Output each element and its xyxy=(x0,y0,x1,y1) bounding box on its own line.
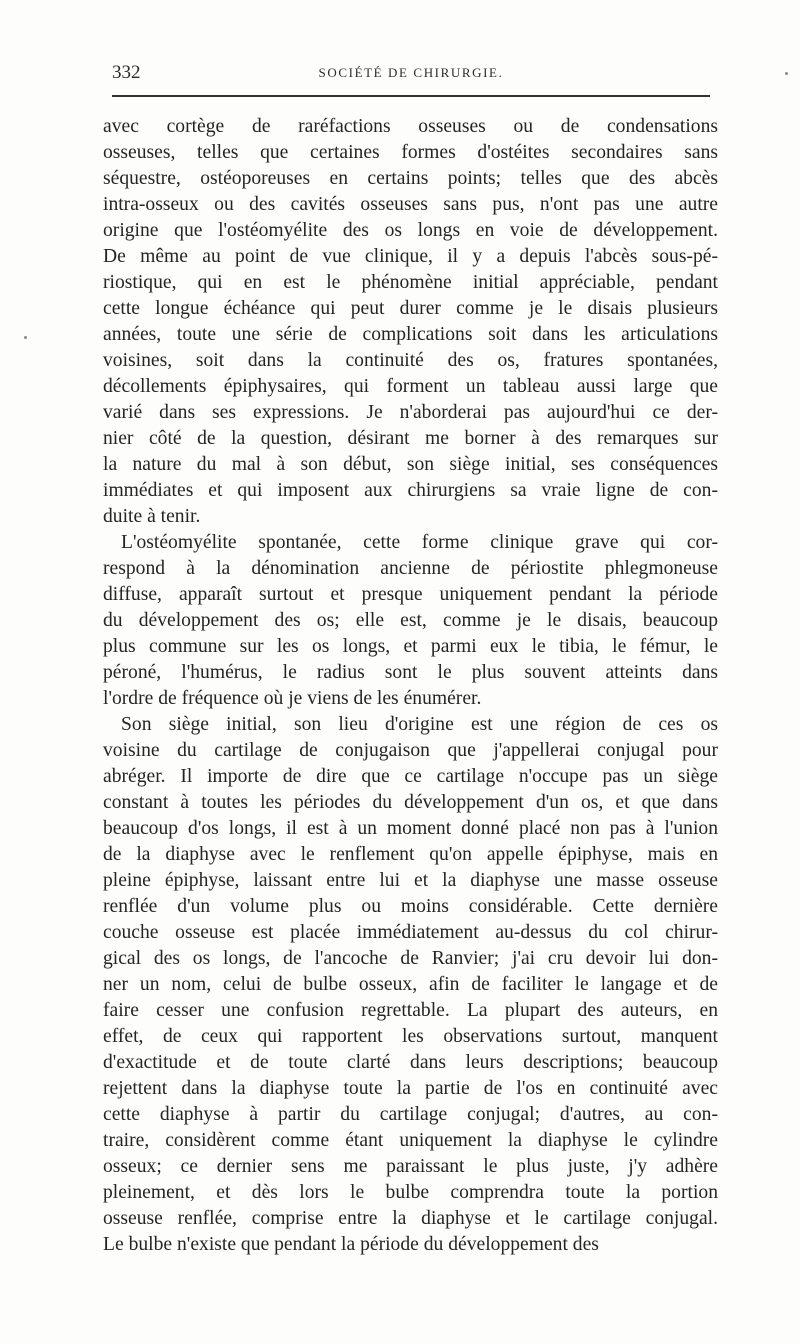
text-line: pleinement, et dès lors le bulbe comprendra toute la portion xyxy=(103,1182,718,1203)
text-line: osseux; ce dernier sens me paraissant le plus juste, j'y adhère xyxy=(103,1156,718,1177)
text-line: traire, considèrent comme étant uniquement la diaphyse le cylindre xyxy=(103,1130,718,1151)
text-line: couche osseuse est placée immédiatement au-dessus du col chirur- xyxy=(103,922,718,943)
paper-speck xyxy=(785,72,788,75)
text-line: varié dans ses expressions. Je n'aborderai pas aujourd'hui ce der- xyxy=(103,402,718,423)
text-line: cette diaphyse à partir du cartilage conjugal; d'autres, au con- xyxy=(103,1104,718,1125)
text-line: cette longue échéance qui peut durer comme je le disais plusieurs xyxy=(103,298,718,319)
text-line: l'ordre de fréquence où je viens de les énumérer. xyxy=(103,688,482,709)
text-line: voisine du cartilage de conjugaison que j'appellerai conjugal pour xyxy=(103,740,718,761)
text-line: rejettent dans la diaphyse toute la partie de l'os en continuité avec xyxy=(103,1078,718,1099)
text-line: décollements épiphysaires, qui forment un tableau aussi large que xyxy=(103,376,718,397)
text-line: intra-osseux ou des cavités osseuses sans pus, n'ont pas une autre xyxy=(103,194,718,215)
text-line: De même au point de vue clinique, il y a depuis l'abcès sous-pé- xyxy=(103,246,718,267)
text-line: faire cesser une confusion regrettable. La plupart des auteurs, en xyxy=(103,1000,718,1021)
text-line: renflée d'un volume plus ou moins considérable. Cette dernière xyxy=(103,896,718,917)
paragraph-3 xyxy=(103,712,718,1258)
text-line: plus commune sur les os longs, et parmi eux le tibia, le fémur, le xyxy=(103,636,718,657)
text-line: d'exactitude et de toute clarté dans leurs descriptions; beaucoup xyxy=(103,1052,718,1073)
body-text xyxy=(103,114,718,1258)
text-line: effet, de ceux qui rapportent les observations surtout, manquent xyxy=(103,1026,718,1047)
page-header xyxy=(112,60,710,90)
text-line: duite à tenir. xyxy=(103,506,201,527)
paragraph-2 xyxy=(103,530,718,712)
text-line: respond à la dénomination ancienne de périostite phlegmoneuse xyxy=(103,558,718,579)
page-number: 332 xyxy=(112,62,141,83)
text-line: années, toute une série de complications soit dans les articulations xyxy=(103,324,718,345)
text-line: voisines, soit dans la continuité des os, fratures spontanées, xyxy=(103,350,718,371)
text-line: beaucoup d'os longs, il est à un moment donné placé non pas à l'union xyxy=(103,818,718,839)
running-title: SOCIÉTÉ DE CHIRURGIE. xyxy=(318,65,504,80)
text-line: de la diaphyse avec le renflement qu'on appelle épiphyse, mais en xyxy=(103,844,718,865)
text-line: gical des os longs, de l'ancoche de Ranvier; j'ai cru devoir lui don- xyxy=(103,948,718,969)
text-line: constant à toutes les périodes du développement d'un os, et que dans xyxy=(103,792,718,813)
text-line: nier côté de la question, désirant me borner à des remarques sur xyxy=(103,428,718,449)
text-line: abréger. Il importe de dire que ce cartilage n'occupe pas un siège xyxy=(103,766,718,787)
text-line: avec cortège de raréfactions osseuses ou de condensations xyxy=(103,116,718,137)
text-line: riostique, qui en est le phénomène initial appréciable, pendant xyxy=(103,272,718,293)
header-rule xyxy=(112,95,710,97)
text-line: séquestre, ostéoporeuses en certains points; telles que des abcès xyxy=(103,168,718,189)
text-line: péroné, l'humérus, le radius sont le plus souvent atteints dans xyxy=(103,662,718,683)
paper-speck xyxy=(24,336,27,339)
text-line: L'ostéomyélite spontanée, cette forme clinique grave qui cor- xyxy=(121,532,718,553)
text-line: ner un nom, celui de bulbe osseux, afin de faciliter le langage et de xyxy=(103,974,718,995)
text-line: immédiates et qui imposent aux chirurgiens sa vraie ligne de con- xyxy=(103,480,718,501)
text-line: du développement des os; elle est, comme je le disais, beaucoup xyxy=(103,610,718,631)
text-line: Le bulbe n'existe que pendant la période du développement des xyxy=(103,1234,599,1255)
text-line: osseuse renflée, comprise entre la diaphyse et le cartilage conjugal. xyxy=(103,1208,718,1229)
text-line: Son siège initial, son lieu d'origine est une région de ces os xyxy=(121,714,718,735)
paragraph-1 xyxy=(103,114,718,530)
text-line: diffuse, apparaît surtout et presque uniquement pendant la période xyxy=(103,584,718,605)
text-line: pleine épiphyse, laissant entre lui et la diaphyse une masse osseuse xyxy=(103,870,718,891)
text-line: la nature du mal à son début, son siège initial, ses conséquences xyxy=(103,454,718,475)
text-line: osseuses, telles que certaines formes d'ostéites secondaires sans xyxy=(103,142,718,163)
text-line: origine que l'ostéomyélite des os longs en voie de développement. xyxy=(103,220,718,241)
